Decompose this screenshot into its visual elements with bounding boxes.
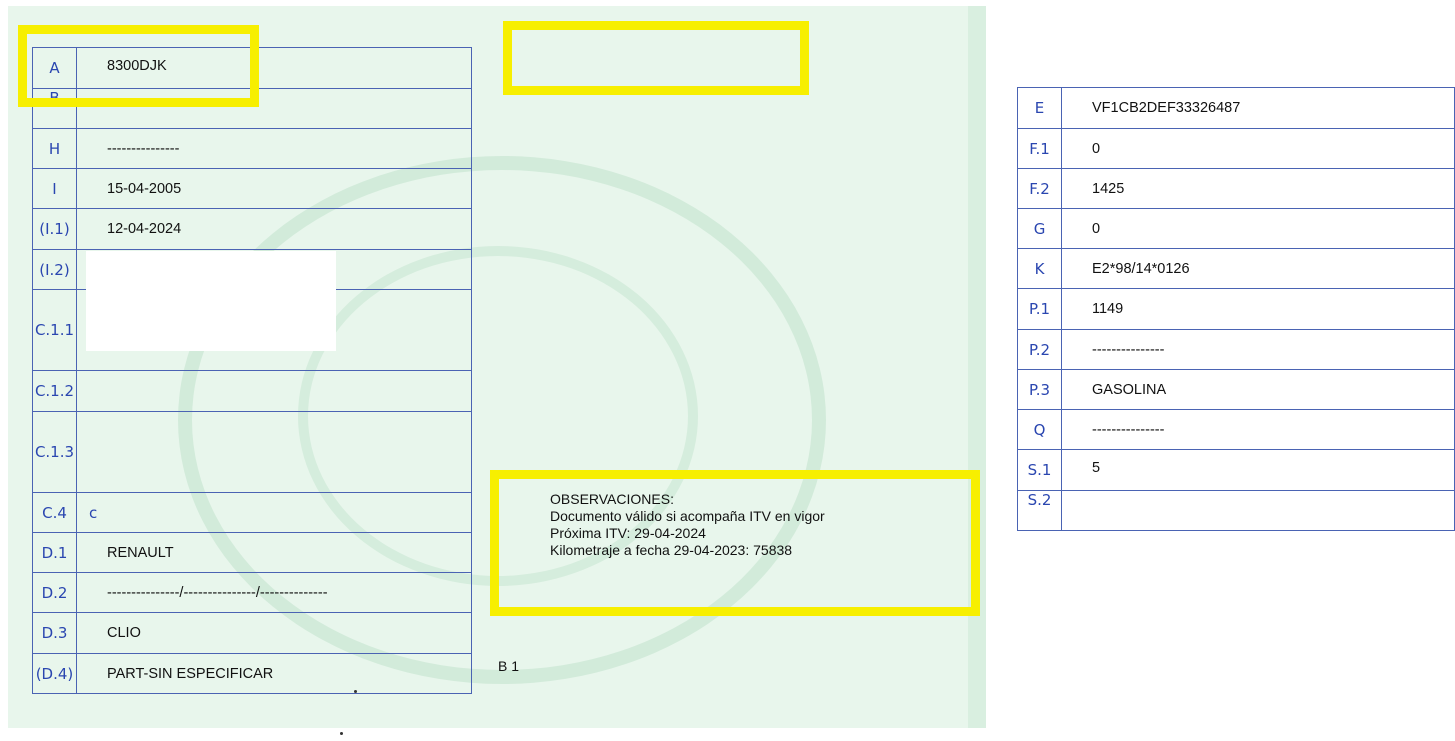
highlight-box-observations (490, 470, 980, 616)
field-value: c (77, 493, 472, 533)
field-row-i1 (33, 209, 472, 250)
field-value: 0 (1062, 209, 1455, 249)
field-value: E2*98/14*0126 (1062, 249, 1455, 289)
field-code: P.1 (1018, 289, 1062, 330)
field-code: H (33, 129, 77, 169)
field-value: PART-SIN ESPECIFICAR (77, 654, 472, 694)
field-code: A (33, 48, 77, 89)
field-row-d2 (33, 573, 472, 613)
field-row-s1 (1018, 450, 1455, 491)
field-row-p1 (1018, 289, 1455, 330)
field-row-i (33, 169, 472, 209)
field-code: P.3 (1018, 370, 1062, 410)
field-code: F.1 (1018, 129, 1062, 169)
field-code: D.1 (33, 533, 77, 573)
paper-edge (968, 6, 986, 728)
field-value: CLIO (77, 613, 472, 654)
field-code: (D.4) (33, 654, 77, 694)
field-code: D.2 (33, 573, 77, 613)
field-row-e (1018, 88, 1455, 129)
field-code: D.3 (33, 613, 77, 654)
observations-line: Próxima ITV: 29-04-2024 (550, 525, 706, 541)
field-code: C.1.3 (33, 412, 77, 493)
field-value (77, 412, 472, 493)
field-row-c4 (33, 493, 472, 533)
field-code: S.2 (1018, 491, 1062, 531)
field-value: --------------- (77, 129, 472, 169)
field-value: 15-04-2005 (77, 169, 472, 209)
field-value (1062, 491, 1455, 531)
field-row-h (33, 129, 472, 169)
field-row-g (1018, 209, 1455, 249)
right-fields-table (1017, 87, 1455, 531)
field-value: RENAULT (77, 533, 472, 573)
field-code: I (33, 169, 77, 209)
field-row-p3 (1018, 370, 1455, 410)
field-row-k (1018, 249, 1455, 289)
field-code: E (1018, 88, 1062, 129)
field-code: C.1.1 (33, 290, 77, 371)
field-code: B (33, 89, 77, 129)
field-code: S.1 (1018, 450, 1062, 491)
observations-title: OBSERVACIONES: (550, 491, 674, 507)
scan-speck (340, 732, 343, 735)
left-fields-table (32, 47, 472, 694)
field-value: 1149 (1062, 289, 1455, 330)
field-row-s2 (1018, 491, 1455, 531)
field-value: VF1CB2DEF33326487 (1062, 88, 1455, 129)
field-value: 5 (1062, 450, 1455, 491)
field-row-d1 (33, 533, 472, 573)
field-code: G (1018, 209, 1062, 249)
observations-line: Documento válido si acompaña ITV en vigor (550, 508, 825, 524)
field-row-p2 (1018, 330, 1455, 370)
field-row-c12 (33, 371, 472, 412)
field-code: Q (1018, 410, 1062, 450)
field-value: --------------- (1062, 410, 1455, 450)
field-row-d4 (33, 654, 472, 694)
field-code: P.2 (1018, 330, 1062, 370)
highlight-box-plate (18, 25, 259, 107)
highlight-box-vin (503, 21, 809, 95)
field-row-f1 (1018, 129, 1455, 169)
field-code: C.4 (33, 493, 77, 533)
field-row-d3 (33, 613, 472, 654)
scan-speck (354, 690, 357, 693)
field-value: 1425 (1062, 169, 1455, 209)
field-value: 8300DJK (77, 48, 472, 89)
field-code: K (1018, 249, 1062, 289)
field-value (77, 371, 472, 412)
field-value: ---------------/---------------/-------------- (77, 573, 472, 613)
field-value: 12-04-2024 (77, 209, 472, 250)
field-row-q (1018, 410, 1455, 450)
page-label: B 1 (498, 658, 520, 674)
field-code: (I.1) (33, 209, 77, 250)
field-value: --------------- (1062, 330, 1455, 370)
redaction-box (86, 251, 336, 351)
field-value: 0 (1062, 129, 1455, 169)
field-row-c13 (33, 412, 472, 493)
field-code: F.2 (1018, 169, 1062, 209)
field-value: GASOLINA (1062, 370, 1455, 410)
observations-line: Kilometraje a fecha 29-04-2023: 75838 (550, 542, 793, 558)
field-row-f2 (1018, 169, 1455, 209)
field-code: C.1.2 (33, 371, 77, 412)
field-code: (I.2) (33, 250, 77, 290)
